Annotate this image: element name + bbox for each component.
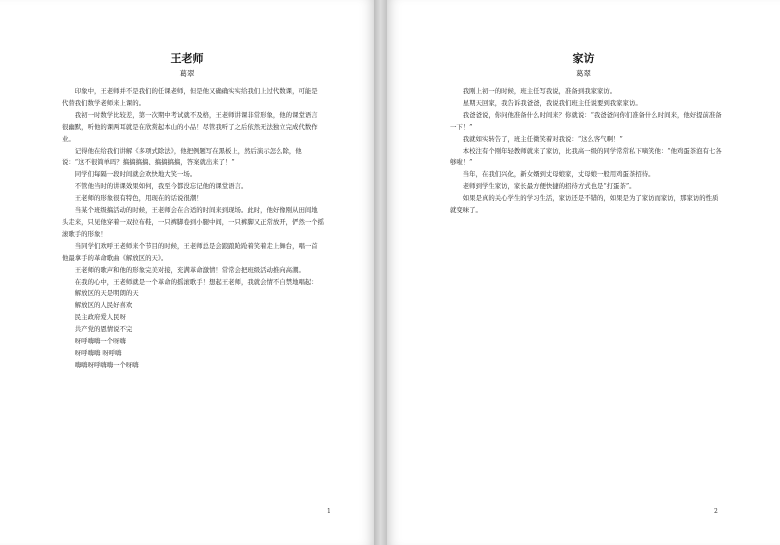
verse-line: 嗨嗨呀呼嗨嗨一个呀嗨 bbox=[74, 360, 139, 369]
page-body bbox=[62, 86, 324, 372]
verse-line: 共产党的恩情说不完 bbox=[74, 325, 133, 334]
paragraph: 我就如实转告了，班主任微笑着对我说：“这么客气啊！” bbox=[462, 134, 623, 143]
paragraph: 王老师的形象很有特色，用现在的话说很潮！ bbox=[74, 194, 203, 203]
author-name: 葛翠 bbox=[179, 69, 195, 78]
page-number: 2 bbox=[714, 508, 718, 515]
page-title: 家访 bbox=[572, 52, 595, 65]
paragraph: 当某个班级搞活动的时候，王老师会在合适的时间来到现场。此时，他好像刚从田间地头走来，只见他穿着一双拉布鞋，一只裤脚卷到小腿中间，一只裤脚又正常放开，俨然一个摇滚歌手的形象！ bbox=[62, 206, 325, 238]
paragraph: 我初一时数学比较差，第一次期中考试就不及格，王老师讲课非常形象，他的课堂语言很幽默，听他的课两耳就是在欣赏起本山的小品！尽管我听了之后依然无法独立完成代数作业。 bbox=[62, 110, 318, 143]
paragraph: 本校注有个刚年轻教师就来了家访，比我高一级的同学常常私下嘀笑他：“他鸡蛋茶泡有七各够啦！” bbox=[450, 146, 722, 167]
verse-line: 解放区的人民好喜欢 bbox=[74, 301, 133, 310]
paragraph: 当同学们欢呼王老师来个节目的时候，王老师总是会踉踉跄跄着笑着走上舞台，唱一首他最拿手的革命歌曲《解放区的天》。 bbox=[62, 241, 318, 262]
paragraph: 如果是真的关心学生的学习生活，家访还是不错的，如果是为了家访而家访，那家访的性质就变味了。 bbox=[450, 194, 719, 215]
paragraph: 印象中，王老师并不是我们的任课老师，但是他又确确实实给我们上过代数课，可能是代替我们数学老师来上课的。 bbox=[62, 87, 318, 107]
verse-line: 呀呼嗨嗨 呀呼嗨 bbox=[74, 348, 122, 357]
paragraph: 我刚上初一的时候，班主任写我说，准备到我家家访。 bbox=[462, 87, 617, 95]
paragraph: 老师到学生家访，家长最方便快捷的招待方式也是“打蛋茶”。 bbox=[462, 182, 636, 191]
author-name: 葛翠 bbox=[576, 69, 591, 78]
page-body bbox=[450, 86, 722, 217]
right-page bbox=[387, 0, 780, 545]
paragraph: 不管他当时的讲课效果如何，我至今都没忘记他的课堂语言。 bbox=[74, 182, 248, 191]
paragraph: 在我的心中，王老师就是一个革命的摇滚歌手！想起王老师，我就会情不自禁地唱起： bbox=[74, 277, 318, 286]
verse-line: 民主政府爱人民呀 bbox=[74, 313, 126, 322]
left-page bbox=[0, 0, 374, 545]
book-gutter bbox=[374, 0, 387, 545]
paragraph: 王老师的歌声和他的形象完美对接，充满革命激情！常常会把班级活动推向高潮。 bbox=[74, 265, 305, 274]
page-number: 1 bbox=[327, 508, 331, 515]
verse-line: 解放区的天是明朗的天 bbox=[74, 289, 139, 298]
paragraph: 我爸爸说，你问他准备什么时间来？你就说：“我爸爸问你们准备什么时间来，他好提前准备一下！” bbox=[450, 110, 722, 131]
verse-line: 呀呼嗨嗨一个呀嗨 bbox=[74, 337, 126, 346]
paragraph: 记得他在给我们讲解《多项式除法》，他把例题写在黑板上，然后演示怎么除，他说：“这不很简单吗？搞搞搞搞、搞搞搞搞，答案就出来了！” bbox=[62, 146, 302, 167]
paragraph: 同学们每隔一段时间就会欢快地大笑一场。 bbox=[74, 170, 197, 179]
paragraph: 星期天回家，我告诉我爸爸，我说我们班主任说要到我家家访。 bbox=[462, 98, 642, 107]
page-title: 王老师 bbox=[170, 52, 204, 65]
paragraph: 当年，在我们兴化，新女婿到丈母娘家，丈母娘一般用鸡蛋茶招待。 bbox=[462, 170, 655, 179]
